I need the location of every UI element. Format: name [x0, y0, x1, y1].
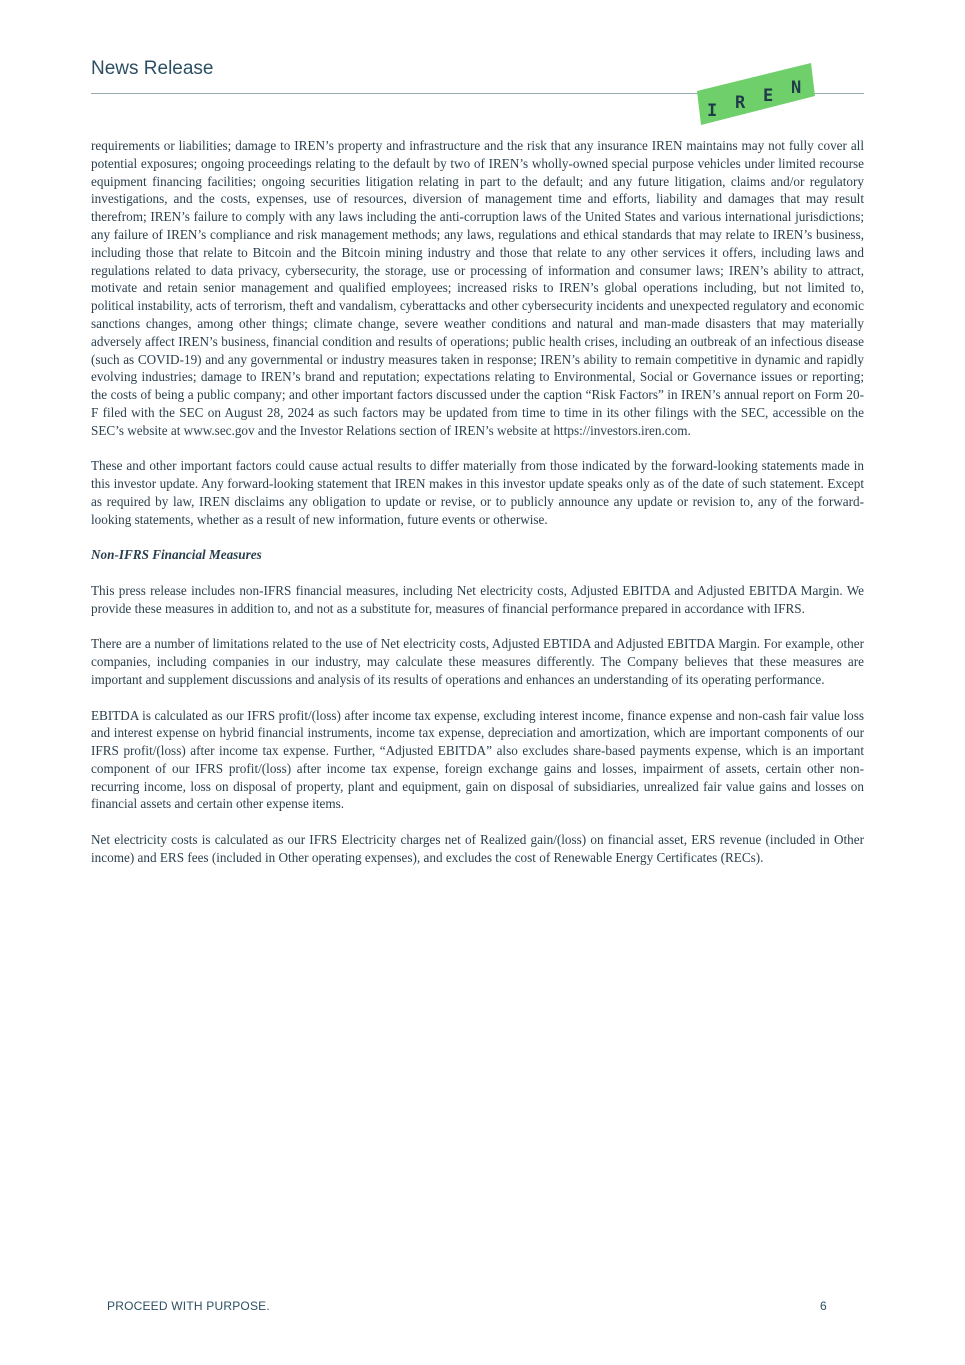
- limitations-paragraph: There are a number of limitations related to the use of Net electricity costs, Adjusted EBTIDA and Adjusted EBITDA Margin. For example, other companies, including companies in our industry, may calculate these measures differently. The Company believes that these measures are important and supplement discussions and analysis of its results of operations and enhances an understanding of its operating performance.: [91, 636, 864, 687]
- iren-logo: [697, 63, 815, 125]
- logo-letter-r: R: [735, 93, 746, 113]
- body-content: [91, 137, 864, 884]
- logo-letter-e: E: [763, 86, 774, 106]
- section-heading-non-ifrs: Non-IFRS Financial Measures: [91, 547, 262, 563]
- net-electricity-paragraph: Net electricity costs is calculated as our IFRS Electricity charges net of Realized gain/(loss) on financial asset, ERS revenue (included in Other income) and ERS fees (included in Other operating expenses), and excludes the cost of Renewable Energy Certificates (RECs).: [91, 832, 864, 865]
- risk-factors-paragraph: requirements or liabilities; damage to IREN’s property and infrastructure and the risk that any insurance IREN maintains may not fully cover all potential exposures; ongoing proceedings relating to the default by two of IREN’s wholly-owned special purpose vehicles under limited recourse equipment financing facilities; ongoing securities litigation relating in part to the default; and any future litigation, claims and/or regulatory investigations, and the costs, expenses, use of resources, diversion of management time and efforts, liability and damages that may result therefrom; IREN’s failure to comply with any laws including the anti-corruption laws of the United States and various international jurisdictions; any failure of IREN’s compliance and risk management methods; any laws, regulations and ethical standards that may relate to IREN’s business, including those that relate to Bitcoin and the Bitcoin mining industry and those that relate to any other services it offers, including laws and regulations related to data privacy, cybersecurity, the storage, use or processing of information and consumer laws; IREN’s ability to attract, motivate and retain senior management and qualified employees; increased risks to IREN’s global operations including, but not limited to, political instability, acts of terrorism, theft and vandalism, cyberattacks and other cybersecurity incidents and unexpected regulatory and economic sanctions changes, among other things; climate change, severe weather conditions and natural and man-made disasters that may materially adversely affect IREN’s business, financial condition and results of operations; public health crises, including an outbreak of an infectious disease (such as COVID-19) and any governmental or industry measures taken in response; IREN’s ability to remain competitive in dynamic and rapidly evolving industries; damage to IREN’s brand and reputation; expectations relating to Environmental, Social or Governance issues or reporting; the costs of being a public company; and other important factors discussed under the caption “Risk Factors” in IREN’s annual report on Form 20-F filed with the SEC on August 28, 2024 as such factors may be updated from time to time in its other filings with the SEC, accessible on the SEC’s website at www.sec.gov and the Investor Relations section of IREN’s website at https://investors.iren.com.: [91, 138, 864, 438]
- forward-looking-paragraph: These and other important factors could cause actual results to differ materially from those indicated by the forward-looking statements made in this investor update. Any forward-looking statement that IREN makes in this investor update speaks only as of the date of such statement. Except as required by law, IREN disclaims any obligation to update or revise, or to publicly announce any update or revision to, any of the forward-looking statements, whether as a result of new information, future events or otherwise.: [91, 458, 864, 527]
- non-ifrs-intro-paragraph: This press release includes non-IFRS financial measures, including Net electricity costs, Adjusted EBITDA and Adjusted EBITDA Margin. We provide these measures in addition to, and not as a substitute for, measures of financial performance prepared in accordance with IFRS.: [91, 582, 864, 616]
- footer-tagline: PROCEED WITH PURPOSE.: [107, 1299, 270, 1313]
- logo-letter-n: N: [791, 78, 802, 98]
- ebitda-definition-paragraph: EBITDA is calculated as our IFRS profit/(loss) after income tax expense, excluding interest income, finance expense and non-cash fair value loss and interest expense on hybrid financial instruments, income tax expense, depreciation and amortization, which are important components of our IFRS profit/(loss) after income tax expense. Further, “Adjusted EBITDA” also excludes share-based payments expense, which is an important component of our IFRS profit/(loss) after income tax expense, foreign exchange gains and losses, impairment of assets, certain other non-recurring income, loss on disposal of property, plant and equipment, gain on disposal of subsidiaries, unrealized fair value gains and losses on financial assets and certain other expense items.: [91, 707, 864, 812]
- page-number: 6: [820, 1299, 827, 1313]
- logo-letter-i: I: [707, 101, 718, 121]
- page-header-title: News Release: [91, 58, 214, 79]
